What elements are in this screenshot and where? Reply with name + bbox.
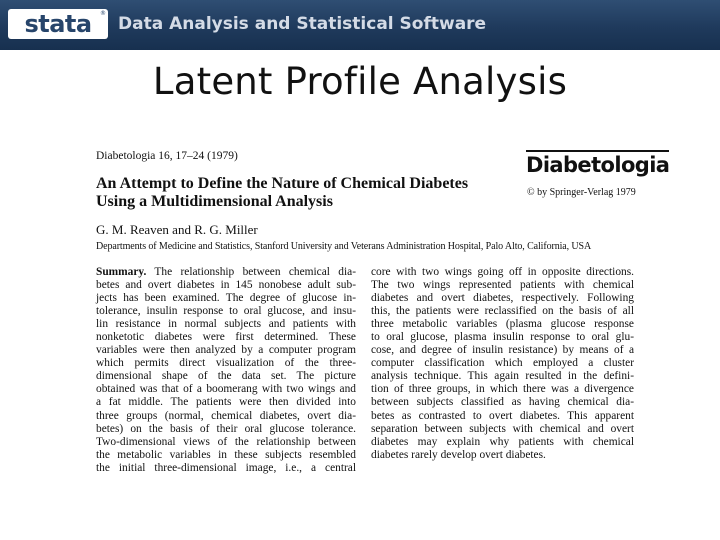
summary-line: computer classification which employed a cluster: [371, 357, 634, 370]
summary-line: jects has been examined. The degree of glucose in-: [96, 292, 356, 305]
summary-line: lin resistance in normal subjects and patients with: [96, 318, 356, 331]
summary-line: the metabolic variables in these subjects resembled: [96, 448, 356, 461]
summary-line: to oral glucose, plasma insulin response to oral glu-: [371, 331, 634, 344]
paper-title-line: Using a Multidimensional Analysis: [96, 193, 333, 210]
summary-line: variables were then analyzed by a computer program: [96, 344, 356, 357]
summary-line: between subjects classified as having chemical dia-: [371, 396, 634, 409]
journal-logo: Diabetologia: [526, 150, 669, 177]
summary-line: The two wings represented patients with chemical: [371, 279, 634, 292]
summary-line: three metabolic variables (plasma glucose response: [371, 318, 634, 331]
summary-line: diabetes rarely develop overt diabetes.: [371, 448, 546, 461]
registered-mark-icon: ®: [100, 10, 106, 17]
paper-authors: G. M. Reaven and R. G. Miller: [96, 222, 258, 237]
summary-line: nonketotic diabetes were first determined. These: [96, 331, 356, 344]
stata-logo[interactable]: [8, 9, 108, 39]
summary-line: Summary. The relationship between chemical dia-: [96, 266, 356, 278]
summary-line: betes) on the basis of their oral glucose tolerance.: [96, 422, 356, 435]
summary-line: the initial three-dimensional image, i.e., a central: [96, 461, 356, 474]
paper-affiliation: Departments of Medicine and Statistics, Stanford University and Veterans Administration Hospital, Palo Alto, California, USA: [96, 241, 592, 252]
summary-line: diabetes may explain why patients with chemical: [371, 435, 634, 448]
summary-line: this, the patients were reclassified on the basis of all: [371, 305, 634, 318]
paper-scan: [90, 145, 670, 490]
summary-line: betes and overt diabetes in 145 nonobese adult sub-: [96, 279, 356, 292]
summary-line: diabetes and overt diabetes, respectively. Following: [371, 292, 634, 305]
paper-citation: Diabetologia 16, 17–24 (1979): [96, 150, 238, 162]
summary-label: Summary.: [96, 266, 147, 278]
summary-line: cose, and degree of insulin resistance) by means of a: [371, 344, 634, 357]
summary-line: separation between subjects with chemical and overt: [371, 422, 634, 435]
summary-line: which permits direct visualization of the three-: [96, 357, 356, 370]
summary-line: tolerance, insulin response to oral glucose, and insu-: [96, 305, 356, 318]
summary-line: three groups (normal, chemical diabetes, overt dia-: [96, 409, 356, 422]
slide-title: Latent Profile Analysis: [152, 60, 568, 103]
summary-line: betes as contrasted to overt diabetes. This apparent: [371, 409, 634, 422]
summary-line: dimensional shape of the data set. The picture: [96, 370, 356, 383]
paper-title: [96, 175, 516, 211]
paper-title-line: An Attempt to Define the Nature of Chemical Diabetes: [96, 175, 469, 192]
stata-logo-text: stata: [24, 10, 92, 38]
summary-line: core with two wings going off in opposite directions.: [371, 266, 634, 278]
paper-copyright: © by Springer-Verlag 1979: [527, 187, 636, 198]
summary-right-column: [371, 266, 634, 462]
header-tagline: Data Analysis and Statistical Software: [118, 14, 487, 34]
header-banner: [0, 0, 720, 50]
summary-line: analysis technique. This again resulted in the defini-: [371, 370, 634, 383]
summary-line: obtained was that of a boomerang with two wings and: [96, 383, 356, 396]
summary-line: tion of three groups, in which there was a divergence: [371, 383, 634, 396]
summary-line: Two-dimensional views of the relationship between: [96, 435, 356, 448]
summary-line: a fat middle. The patients were then divided into: [96, 396, 356, 409]
summary-left-column: [96, 266, 356, 475]
